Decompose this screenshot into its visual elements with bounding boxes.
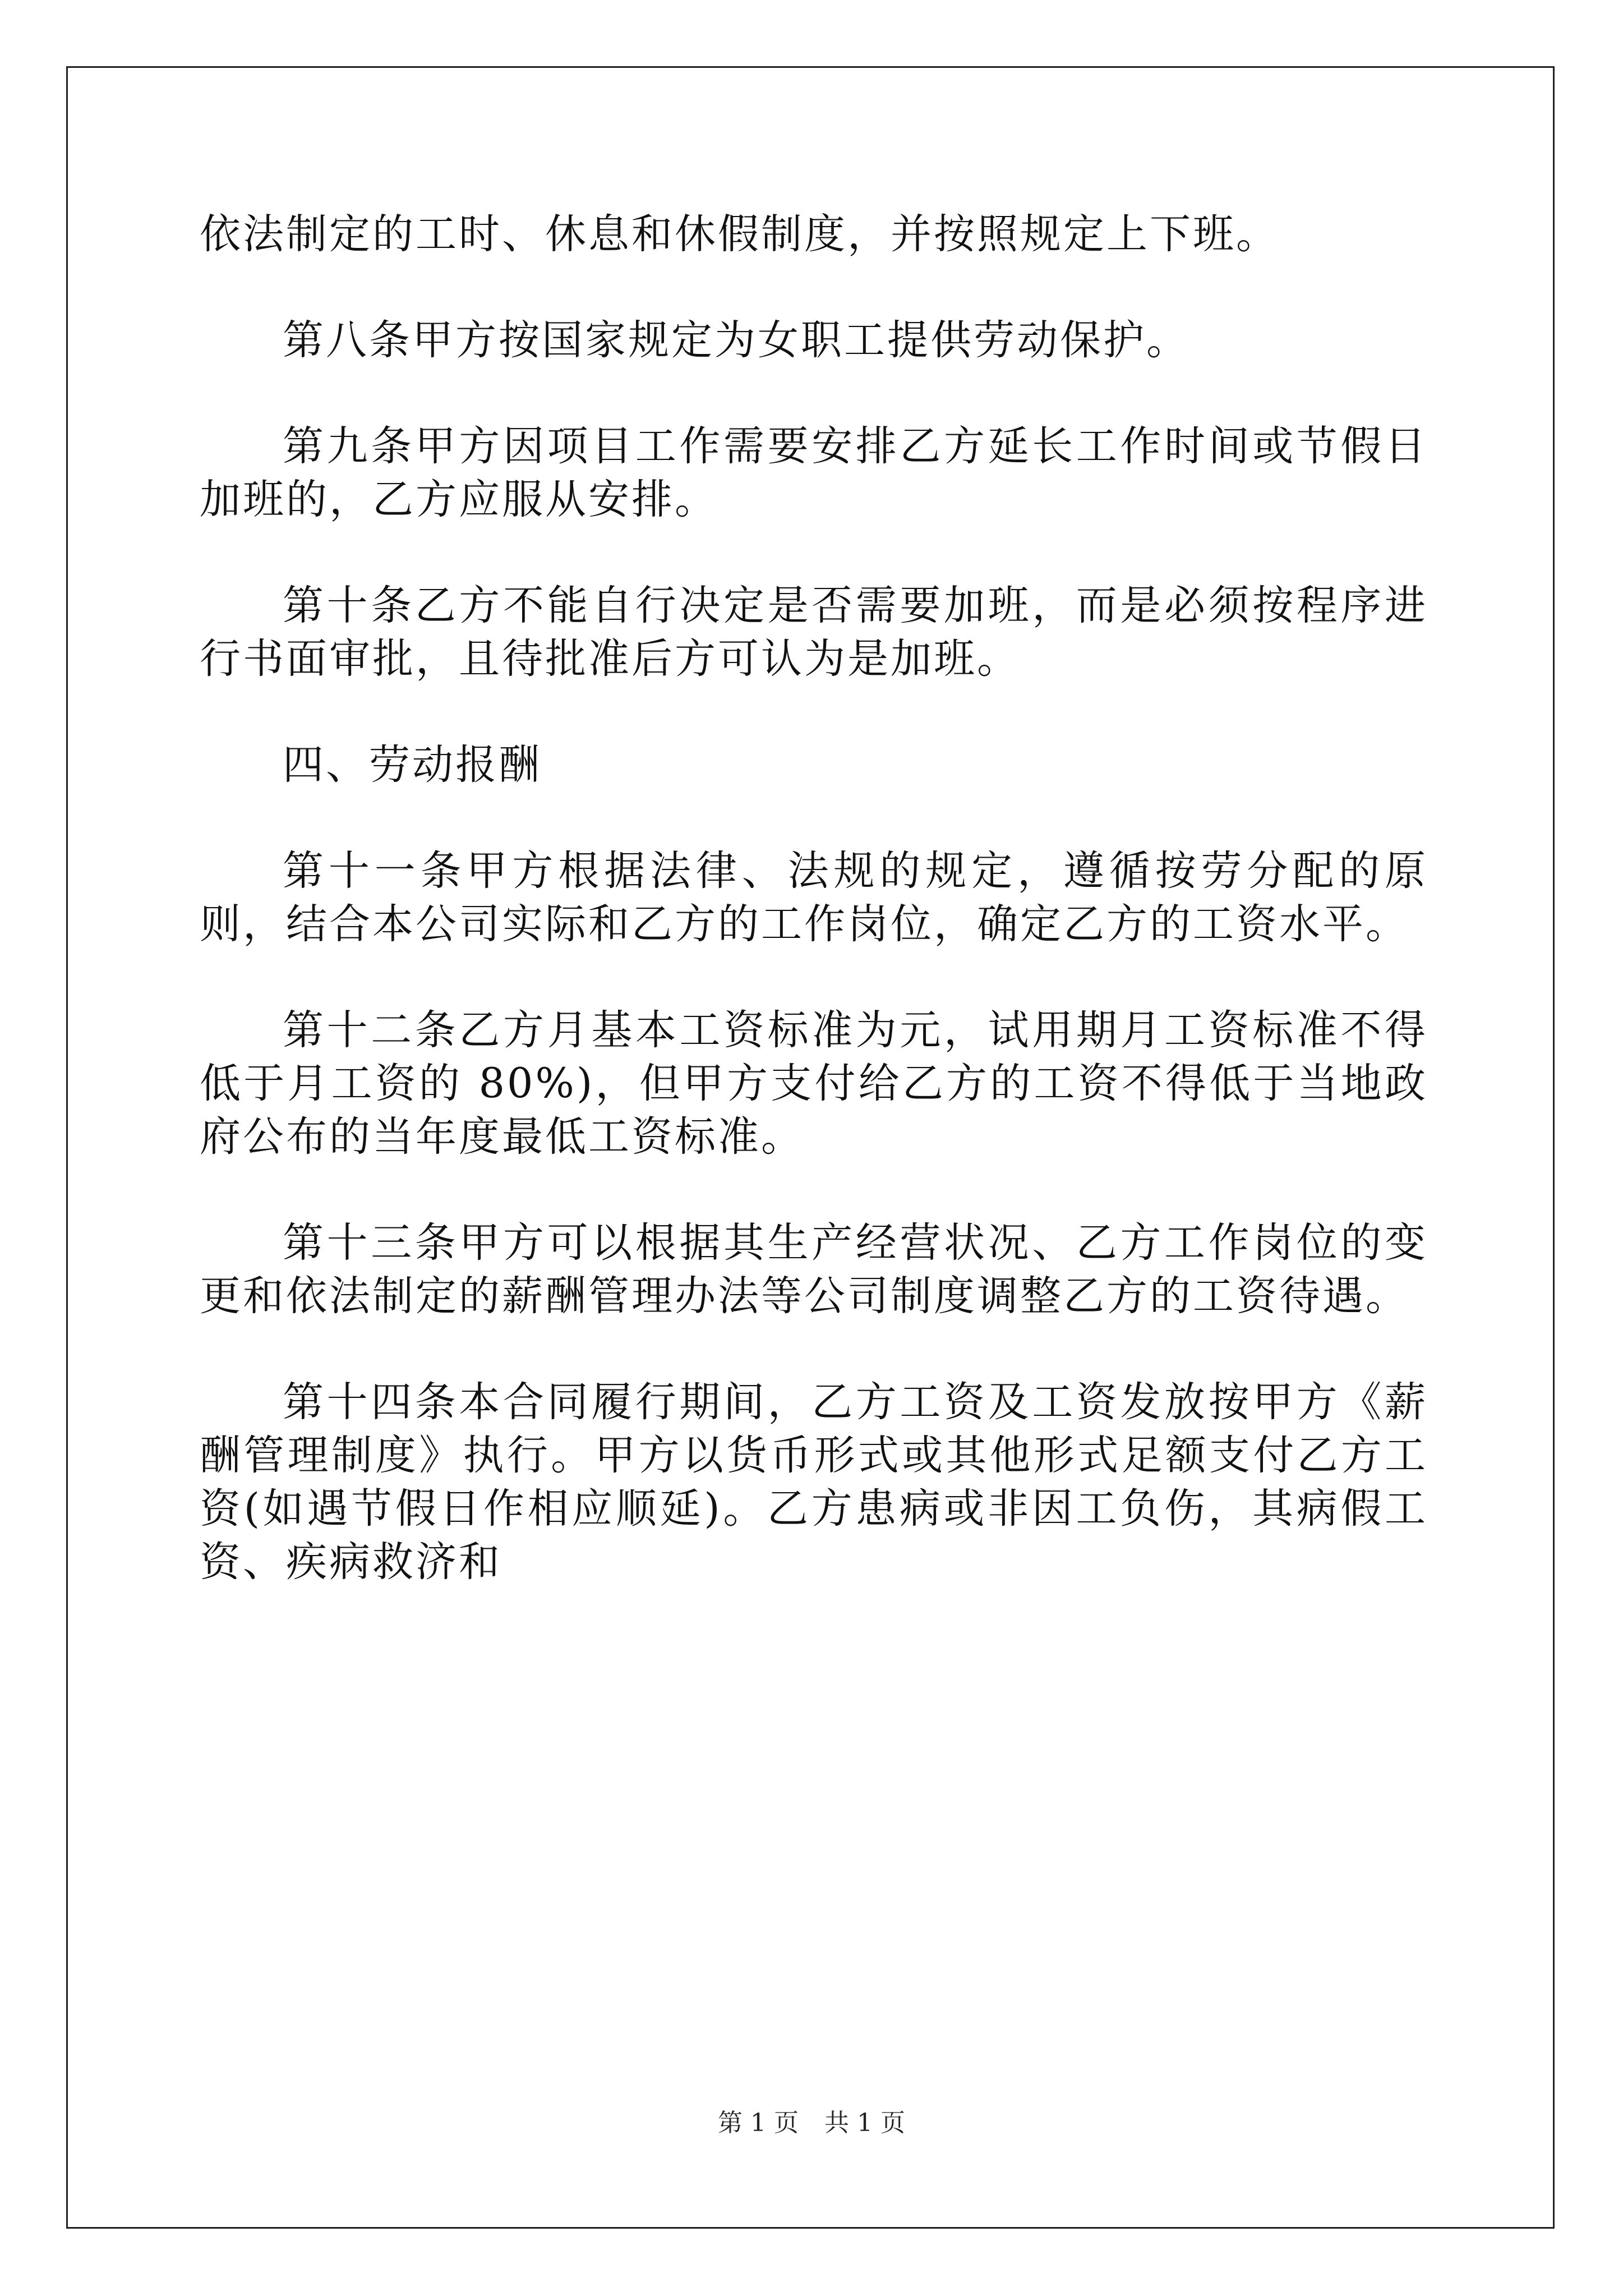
paragraph: 第八条甲方按国家规定为女职工提供劳动保护。	[283, 316, 1189, 364]
page-number: 第 1 页	[718, 2109, 799, 2137]
paragraph: 第十一条甲方根据法律、法规的规定，遵循按劳分配的原则，结合本公司实际和乙方的工作岗位，确定乙方的工资水平。	[200, 847, 1428, 948]
paragraph: 第九条甲方因项目工作需要安排乙方延长工作时间或节假日加班的，乙方应服从安排。	[200, 422, 1428, 523]
paragraph: 第十二条乙方月基本工资标准为元，试用期月工资标准不得低于月工资的 80%)，但甲方支付给乙方的工资不得低于当地政府公布的当年度最低工资标准。	[200, 1006, 1428, 1161]
paragraph: 第十条乙方不能自行决定是否需要加班，而是必须按程序进行书面审批，且待批准后方可认为是加班。	[200, 582, 1428, 683]
paragraph: 依法制定的工时、休息和休假制度，并按照规定上下班。	[200, 210, 1279, 258]
page-footer	[0, 2108, 1623, 2138]
paragraph: 第十四条本合同履行期间，乙方工资及工资发放按甲方《薪酬管理制度》执行。甲方以货币形式或其他形式足额支付乙方工资(如遇节假日作相应顺延)。乙方患病或非因工负伤，其病假工资、疾病救济和	[200, 1378, 1428, 1586]
section-heading: 四、劳动报酬	[283, 741, 542, 789]
page-total: 共 1 页	[824, 2109, 905, 2137]
paragraph: 第十三条甲方可以根据其生产经营状况、乙方工作岗位的变更和依法制定的薪酬管理办法等公司制度调整乙方的工资待遇。	[200, 1219, 1428, 1320]
document-body	[200, 208, 1428, 1641]
